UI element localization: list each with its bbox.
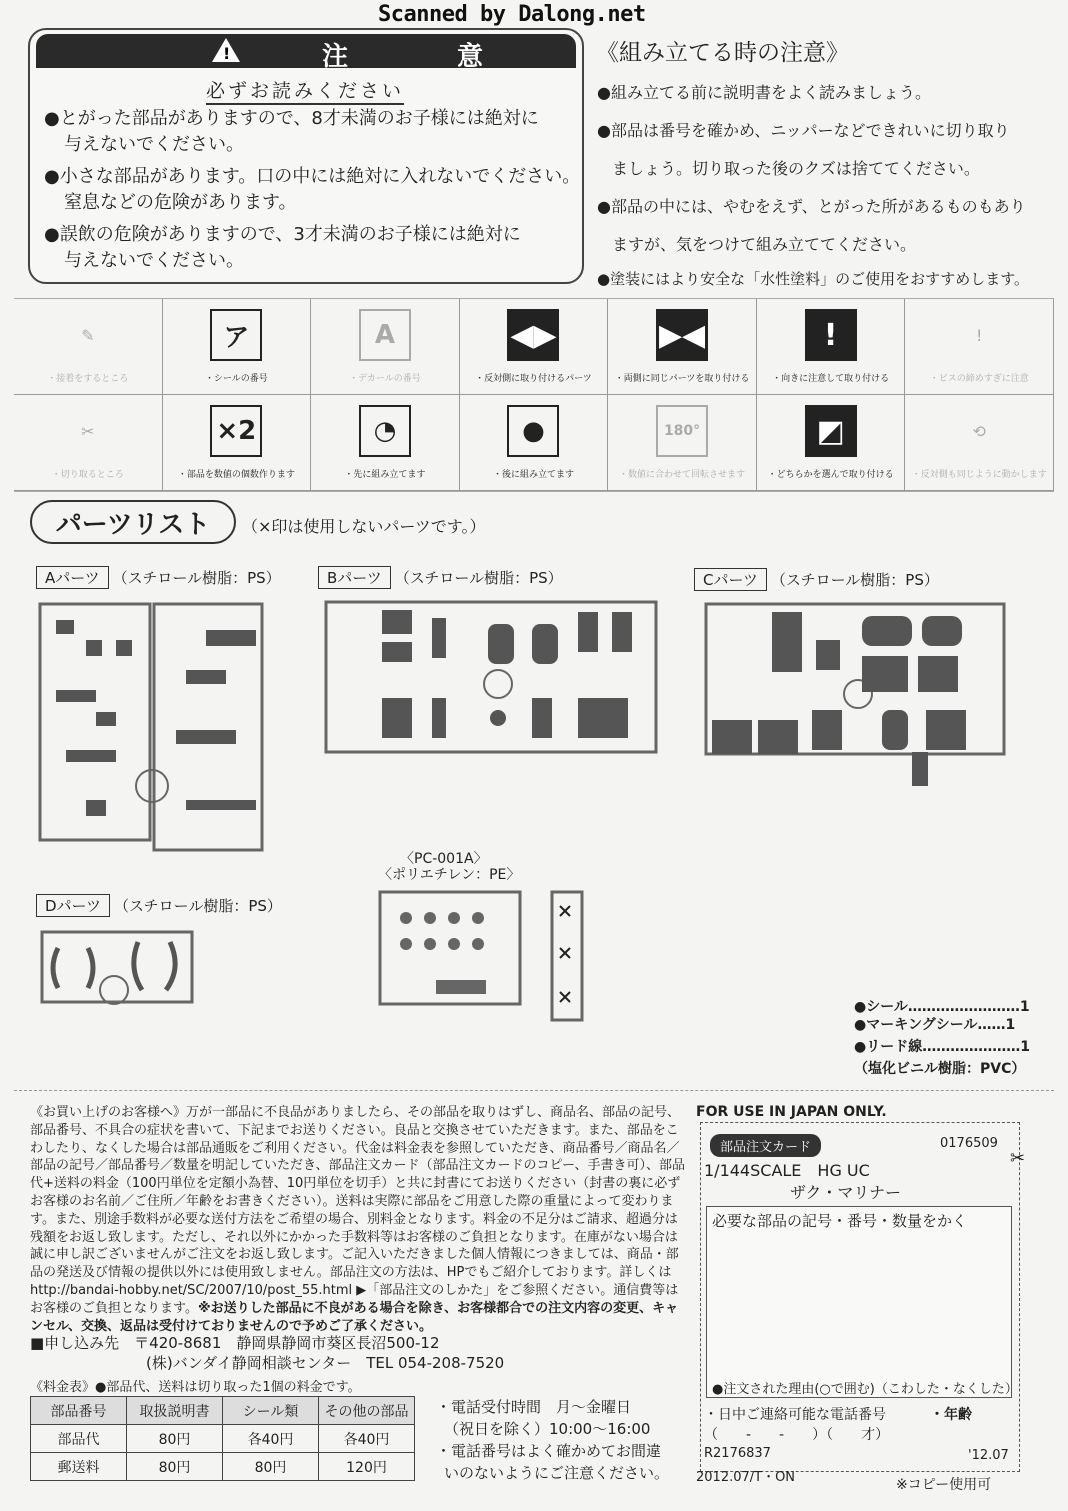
for-japan-only: FOR USE IN JAPAN ONLY. — [696, 1104, 887, 1120]
extra-lead: ●リード線…………………1 — [854, 1039, 1030, 1055]
card-product-name: ザク・マリナー — [790, 1183, 902, 1202]
symbol-cell — [757, 299, 906, 395]
watermark: Scanned by Dalong.net — [378, 2, 646, 27]
fee-cell: 120円 — [319, 1453, 415, 1481]
symbol-cell — [14, 395, 163, 491]
symbol-cell — [905, 395, 1054, 491]
brush-icon: ✎ — [81, 325, 95, 345]
fee-cell: 各40円 — [223, 1425, 319, 1453]
apply-center: (株)バンダイ静岡相談センター TEL 054-208-7520 — [146, 1354, 505, 1372]
runner-c-diagram — [702, 600, 1008, 790]
phone-hours-detail: （祝日を除く）10:00〜16:00 — [444, 1420, 651, 1438]
symbol-caption: ・先に組み立てます — [344, 470, 426, 480]
warning-line: ●とがった部品がありますので、8才未満のお子様には絶対に — [44, 108, 539, 129]
fee-header: その他の部品 — [319, 1397, 415, 1425]
times-two-icon: ×2 — [210, 405, 262, 457]
fee-header: 取扱説明書 — [127, 1397, 223, 1425]
assemble-later-icon: ● — [507, 405, 559, 457]
parts-list-note: （×印は使用しないパーツです。） — [242, 517, 486, 536]
card-phone-label: ・日中ご連絡可能な電話番号 — [704, 1407, 886, 1423]
symbol-cell — [163, 395, 312, 491]
symbol-legend — [14, 298, 1054, 492]
assembly-notes-title: 《組み立てる時の注意》 — [596, 40, 849, 66]
rotate-180-icon: 180° — [656, 405, 708, 457]
card-prompt: 必要な部品の記号・番号・数量をかく — [712, 1212, 968, 1230]
decal-icon: A — [359, 309, 411, 361]
footer-code: 2012.07/T・ON — [696, 1470, 796, 1485]
symbol-cell — [311, 395, 460, 491]
phone-note-detail: いのないようにご注意ください。 — [444, 1464, 670, 1482]
symbol-caption: ・切り取るところ — [51, 470, 124, 480]
symbol-cell — [905, 299, 1054, 395]
nipper-icon: ✂ — [81, 421, 95, 441]
runner-a-diagram — [36, 600, 268, 854]
symbol-cell — [163, 299, 312, 395]
card-age-label: ・年齢 — [930, 1407, 972, 1423]
parts-list-title: パーツリスト — [30, 500, 236, 544]
fee-cell: 80円 — [127, 1453, 223, 1481]
assembly-note: ●塗装にはより安全な「水性塗料」のご使用をおすすめします。 — [597, 270, 1030, 288]
symbol-caption: ・どちらかを選んで取り付ける — [767, 470, 894, 480]
card-date: '12.07 — [968, 1448, 1009, 1463]
pc-name: 〈PC-001A〉 — [400, 851, 488, 867]
runner-b-label: Bパーツ （スチロール樹脂：PS） — [318, 566, 563, 589]
copy-ok: ※コピー使用可 — [896, 1477, 992, 1493]
extra-marking: ●マーキングシール……1 — [854, 1017, 1016, 1033]
symbol-caption: ・シールの番号 — [204, 374, 268, 384]
card-phone-blank[interactable]: （ - - ）（ 才） — [704, 1427, 890, 1443]
runner-a-label: Aパーツ （スチロール樹脂：PS） — [36, 566, 281, 589]
pc-runner-diagram — [376, 888, 588, 1028]
phone-note: ・電話番号はよく確かめてお間違 — [436, 1442, 662, 1460]
order-instructions: 《お買い上げのお客様へ》万が一部品に不良品がありましたら、その部品を取りはずし、商品名、部品の記号、部品番号、不具合の症状を書いて、下記までお送りください。良品と交換させていただきます。また、部品をこわしたり、なくした場合は部品通販をご利用ください。代金は料金表を参照していただき、商品番号／商品名／部品の記号／部品番号／数量を明記していただき、部品注文カード（部品注文カードのコピー、手書き可）、部品代+送料の料金（100円単位を定額小為替、10円単位を切手）と共に封書にてお送りください（封書の裏に必ずお客様のお名前／ご住所／年齢をお書きください）。送料は実際に部品をご用意した際の重量によって変わります。また、別途手数料が必要な送付方法をご希望の場合、別料金となります。料金の不足分はご請求、超過分は残額をお返し致します。ただし、それ以外にかかった手数料等はお客様のご負担となります。在庫がない場合は誠に申し訳ございませんがご注文をお返し致します。ご記入いただきました個人情報につきましては、商品・部品の発送及び情報の提供以外には使用致しません。部品注文の方法は、HPでもご紹介しております。詳しくは http://bandai-hobby.net/SC/2007/10/post_55.html ▶「部品注文のしかた」をご参照ください。通信費等はお客様のご負担となります。※お送りした部品に不良がある場合を除き、お客様都合での注文内容の変更、キャンセル、交換、返品は受付けておりませんので予めご了承ください。 — [30, 1105, 685, 1334]
symbol-cell — [757, 395, 906, 491]
warning-line: ●小さな部品があります。口の中には絶対に入れないでください。 — [44, 166, 581, 187]
fee-cell: 80円 — [127, 1425, 223, 1453]
symbol-cell — [460, 395, 609, 491]
symbol-cell — [608, 299, 757, 395]
fee-table — [30, 1396, 415, 1481]
assembly-note: ●部品は番号を確かめ、ニッパーなどできれいに切り取り — [597, 121, 1010, 140]
screw-warning-icon: ! — [975, 325, 983, 345]
symbol-caption: ・数値に合わせて回転させます — [619, 470, 746, 480]
runner-d-diagram — [38, 928, 198, 1008]
symbol-caption: ・両側に同じパーツを取り付ける — [614, 374, 750, 384]
symbol-caption: ・向きに注意して取り付ける — [772, 374, 890, 384]
fee-header: 部品番号 — [31, 1397, 127, 1425]
assembly-note: ますが、気をつけて組み立ててください。 — [612, 235, 917, 254]
warning-title: 注 意 — [322, 42, 534, 72]
card-write-area[interactable] — [706, 1206, 1012, 1398]
warning-header — [36, 34, 576, 72]
symbol-caption: ・後に組み立てます — [492, 470, 574, 480]
symbol-caption: ・接着をするところ — [47, 374, 129, 384]
card-scale: 1/144SCALE HG UC — [704, 1161, 870, 1180]
symbol-cell — [311, 299, 460, 395]
fee-header: シール類 — [223, 1397, 319, 1425]
symbol-cell — [608, 395, 757, 491]
fee-cell: 各40円 — [319, 1425, 415, 1453]
symbol-cell — [460, 299, 609, 395]
runner-c-label: Cパーツ （スチロール樹脂：PS） — [694, 568, 939, 591]
symbol-caption: ・部品を数値の個数作ります — [177, 470, 295, 480]
fee-label: 《料金表》●部品代、送料は切り取った1個の料金です。 — [30, 1380, 361, 1395]
opposite-side-icon: ◀▶ — [507, 309, 559, 361]
phone-hours: ・電話受付時間 月〜金曜日 — [436, 1398, 632, 1416]
mirror-move-icon: ⟲ — [972, 421, 986, 441]
assembly-note: ●部品の中には、やむをえず、とがった所があるものもあり — [597, 197, 1026, 216]
assembly-note: ●組み立てる前に説明書をよく読みましょう。 — [597, 83, 931, 102]
assembly-note: ましょう。切り取った後のクズは捨ててください。 — [612, 159, 980, 178]
card-code: 0176509 — [940, 1136, 998, 1151]
extra-sticker: ●シール……………………1 — [854, 999, 1030, 1015]
card-serial: R2176837 — [704, 1446, 771, 1461]
assemble-first-icon: ◔ — [359, 405, 411, 457]
scissors-icon: ✂ — [1010, 1148, 1026, 1169]
warning-subtitle: 必ずお読みください — [206, 76, 404, 105]
extra-lead-material: （塩化ビニル樹脂：PVC） — [854, 1061, 1026, 1077]
section-divider — [14, 1090, 1054, 1091]
fee-cell: 部品代 — [31, 1425, 127, 1453]
runner-b-diagram — [322, 598, 660, 758]
choose-one-icon: ◩ — [805, 405, 857, 457]
exclamation-icon: ! — [805, 309, 857, 361]
both-sides-icon: ▶◀ — [656, 309, 708, 361]
warning-line: 窒息などの危険があります。 — [64, 192, 297, 213]
warning-line: 与えないでください。 — [64, 250, 244, 271]
runner-d-label: Dパーツ （スチロール樹脂：PS） — [36, 894, 282, 917]
sticker-icon: ア — [210, 309, 262, 361]
pc-material: 〈ポリエチレン：PE〉 — [378, 867, 521, 883]
warning-line: ●誤飲の危険がありますので、3才未満のお子様には絶対に — [44, 224, 521, 245]
warning-line: 与えないでください。 — [64, 134, 244, 155]
symbol-cell — [14, 299, 163, 395]
card-reason: ●注文された理由(○で囲む)（こわした・なくした） — [712, 1382, 1018, 1397]
fee-cell: 郵送料 — [31, 1453, 127, 1481]
apply-address: ■申し込み先 〒420-8681 静岡県静岡市葵区長沼500-12 — [30, 1334, 440, 1352]
symbol-caption: ・デカールの番号 — [349, 374, 421, 384]
warning-triangle-icon: ! — [212, 38, 240, 62]
fee-cell: 80円 — [223, 1453, 319, 1481]
card-badge: 部品注文カード — [710, 1134, 821, 1157]
symbol-caption: ・反対側に取り付けるパーツ — [475, 374, 592, 384]
symbol-caption: ・ビスの締めすぎに注意 — [929, 374, 1029, 384]
symbol-caption: ・反対側も同じように動かします — [911, 470, 1047, 480]
